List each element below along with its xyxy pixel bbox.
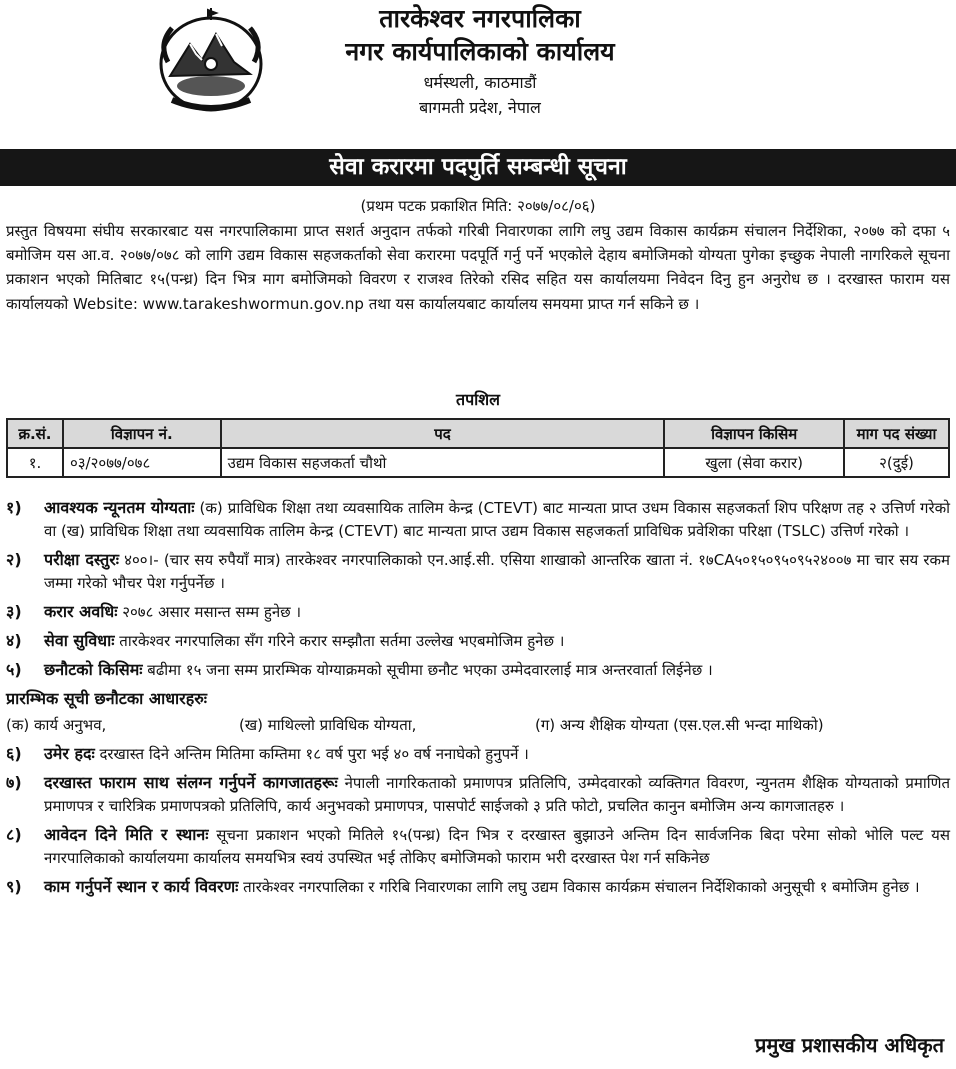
table-header-row	[7, 419, 949, 448]
basis-b: (ख) माथिल्लो प्राविधिक योग्यता,	[239, 716, 417, 734]
municipality-name: तारकेश्वर नगरपालिका	[379, 4, 581, 33]
item-number: ८)	[6, 825, 22, 844]
list-item	[6, 875, 950, 899]
publish-date: (प्रथम पटक प्रकाशित मिति: २०७७/०८/०६)	[360, 197, 596, 215]
item-number: २)	[6, 550, 22, 569]
item-label: सेवा सुविधाः	[44, 631, 115, 650]
item-text: सूचना प्रकाशन भएको मितिले १५(पन्ध्र) दिन भित्र र दरखास्त बुझाउने अन्तिम दिन सार्वजनिक बिदा परेमा सोको भोलि पल्ट यस नगरपालिकाको कार्यालयमा कार्यालय समयभित्र स्वयं उपस्थित भई तोकिए बमोजिमको फाराम भरी दरखास्त पेश गर्न सकिनेछ	[44, 826, 950, 867]
table-row	[7, 448, 949, 477]
item-number: ७)	[6, 773, 22, 792]
list-item	[6, 771, 950, 818]
cell-post: उद्यम विकास सहजकर्ता चौथो	[221, 448, 665, 477]
vacancy-table	[6, 418, 950, 478]
cell-sn: १.	[7, 448, 63, 477]
item-label: आवश्यक न्यूनतम योग्यताः	[44, 498, 195, 517]
item-text: बढीमा १५ जना सम्म प्रारम्भिक योग्याक्रमको सूचीमा छनौट भएका उम्मेदवारलाई मात्र अन्तरवार्ता लिईनेछ ।	[142, 661, 713, 679]
list-item	[6, 496, 950, 543]
list-item	[6, 600, 950, 624]
cell-ad-type: खुला (सेवा करार)	[664, 448, 844, 477]
cell-post-count: २(दुई)	[844, 448, 949, 477]
item-label: उमेर हदः	[44, 744, 95, 763]
item-text: तारकेश्वर नगरपालिका र गरिबि निवारणका लागि लघु उद्यम विकास कार्यक्रम संचालन निर्देशिकाको अनुसूची १ बमोजिम हुनेछ ।	[238, 878, 920, 896]
government-emblem-icon	[150, 4, 272, 116]
selection-bases-title: प्रारम्भिक सूची छनौटका आधारहरुः	[6, 689, 208, 708]
office-name: नगर कार्यपालिकाको कार्यालय	[345, 37, 615, 66]
col-header-post-count: माग पद संख्या	[844, 419, 949, 448]
item-number: ५)	[6, 660, 22, 679]
item-number: ९)	[6, 877, 22, 896]
item-text: तारकेश्वर नगरपालिका सँग गरिने करार सम्झौता सर्तमा उल्लेख भएबमोजिम हुनेछ ।	[114, 632, 565, 650]
office-header	[290, 2, 670, 120]
office-province: बागमती प्रदेश, नेपाल	[419, 98, 541, 117]
list-item	[6, 548, 950, 595]
signature-title: प्रमुख प्रशासकीय अधिकृत	[755, 1033, 944, 1057]
cell-ad-no: ०३/२०७७/०७८	[63, 448, 221, 477]
basis-c: (ग) अन्य शैक्षिक योग्यता (एस.एल.सी भन्दा माथिको)	[535, 716, 824, 734]
col-header-sn: क्र.सं.	[7, 419, 63, 448]
item-text: ४००।- (चार सय रुपैयाँ मात्र) तारकेश्वर नगरपालिकाको एन.आई.सी. एसिया शाखाको आन्तरिक खाता नं. १७CA५०१५०९५०९५२४००७ मा चार सय रकम जम्मा गरेको भौचर पेश गर्नुपर्नेछ ।	[44, 551, 950, 592]
list-item	[6, 658, 950, 682]
item-text: नेपाली नागरिकताको प्रमाणपत्र प्रतिलिपि, उम्मेदवारको व्यक्तिगत विवरण, न्युनतम शैक्षिक योग्यताको प्रमाणित प्रमाणपत्र र चारित्रिक प्रमाणपत्रको प्रतिलिपि, कार्य अनुभवको प्रमाणपत्र, पासपोर्ट साईजको ३ प्रति फोटो, प्रचलित कानुन बमोजिम अन्य कागजातहरु ।	[44, 774, 950, 815]
item-label: करार अवधिः	[44, 602, 118, 621]
office-address: धर्मस्थली, काठमाडौं	[423, 73, 537, 92]
item-number: १)	[6, 498, 22, 517]
item-number: ३)	[6, 602, 22, 621]
item-label: परीक्षा दस्तुरः	[44, 550, 119, 569]
list-item	[6, 742, 950, 766]
selection-bases	[6, 714, 950, 737]
item-label: आवेदन दिने मिति र स्थानः	[44, 825, 209, 844]
list-item	[6, 823, 950, 870]
item-number: ६)	[6, 744, 22, 763]
item-label: छनौटको किसिमः	[44, 660, 143, 679]
item-label: दरखास्त फाराम साथ संलग्न गर्नुपर्ने कागजातहरूः	[44, 773, 338, 792]
basis-a: (क) कार्य अनुभव,	[6, 716, 107, 734]
list-item	[6, 629, 950, 653]
col-header-post: पद	[221, 419, 665, 448]
intro-paragraph: प्रस्तुत विषयमा संघीय सरकारबाट यस नगरपालिकामा प्राप्त सशर्त अनुदान तर्फको गरिबी निवारणका लागि लघु उद्यम विकास कार्यक्रम संचालन निर्देशिका, २०७७ को दफा ५ बमोजिम यस आ.व. २०७७/०७८ को लागि उद्यम विकास सहजकर्ताको सेवा करारमा पदपूर्ति गर्नु पर्ने भएकोले देहाय बमोजिमको योग्यता पुगेका इच्छुक नेपाली नागरिकले सूचना प्रकाशन भएको मितिबाट १५(पन्ध्र) दिन भित्र माग बमोजिमको विवरण र राजश्व तिरेको रसिद सहित यस कार्यालयमा निवेदन दिनु हुन अनुरोध छ । दरखास्त फाराम यस कार्यालयको Website: www.tarakeshwormun.gov.np तथा यस कार्यालयबाट कार्यालय समयमा प्राप्त गर्न सकिने छ ।	[6, 222, 950, 313]
item-text: २०७८ असार मसान्त सम्म हुनेछ ।	[117, 603, 302, 621]
item-text: दरखास्त दिने अन्तिम मितिमा कम्तिमा १८ वर्ष पुरा भई ४० वर्ष ननाघेको हुनुपर्ने ।	[94, 745, 529, 763]
item-text: (क) प्राविधिक शिक्षा तथा व्यवसायिक तालिम केन्द्र (CTEVT) बाट मान्यता प्राप्त उधम विकास सहजकर्ता शिप परिक्षण तह २ उत्तिर्ण गरेको वा (ख) प्राविधिक शिक्षा तथा व्यवसायिक तालिम केन्द्र (CTEVT) बाट मान्यता प्राप्त उद्यम विकास सहजकर्ता प्राविधिक प्रवेशिका परिक्षा (TSLC) उत्तिर्ण गरेको ।	[44, 499, 950, 540]
notice-title: सेवा करारमा पदपुर्ति सम्बन्धी सूचना	[0, 149, 956, 186]
col-header-ad-no: विज्ञापन नं.	[63, 419, 221, 448]
item-label: काम गर्नुपर्ने स्थान र कार्य विवरणः	[44, 877, 239, 896]
table-title: तपशिल	[455, 390, 501, 409]
notice-items	[6, 496, 950, 904]
col-header-ad-type: विज्ञापन किसिम	[664, 419, 844, 448]
item-number: ४)	[6, 631, 22, 650]
